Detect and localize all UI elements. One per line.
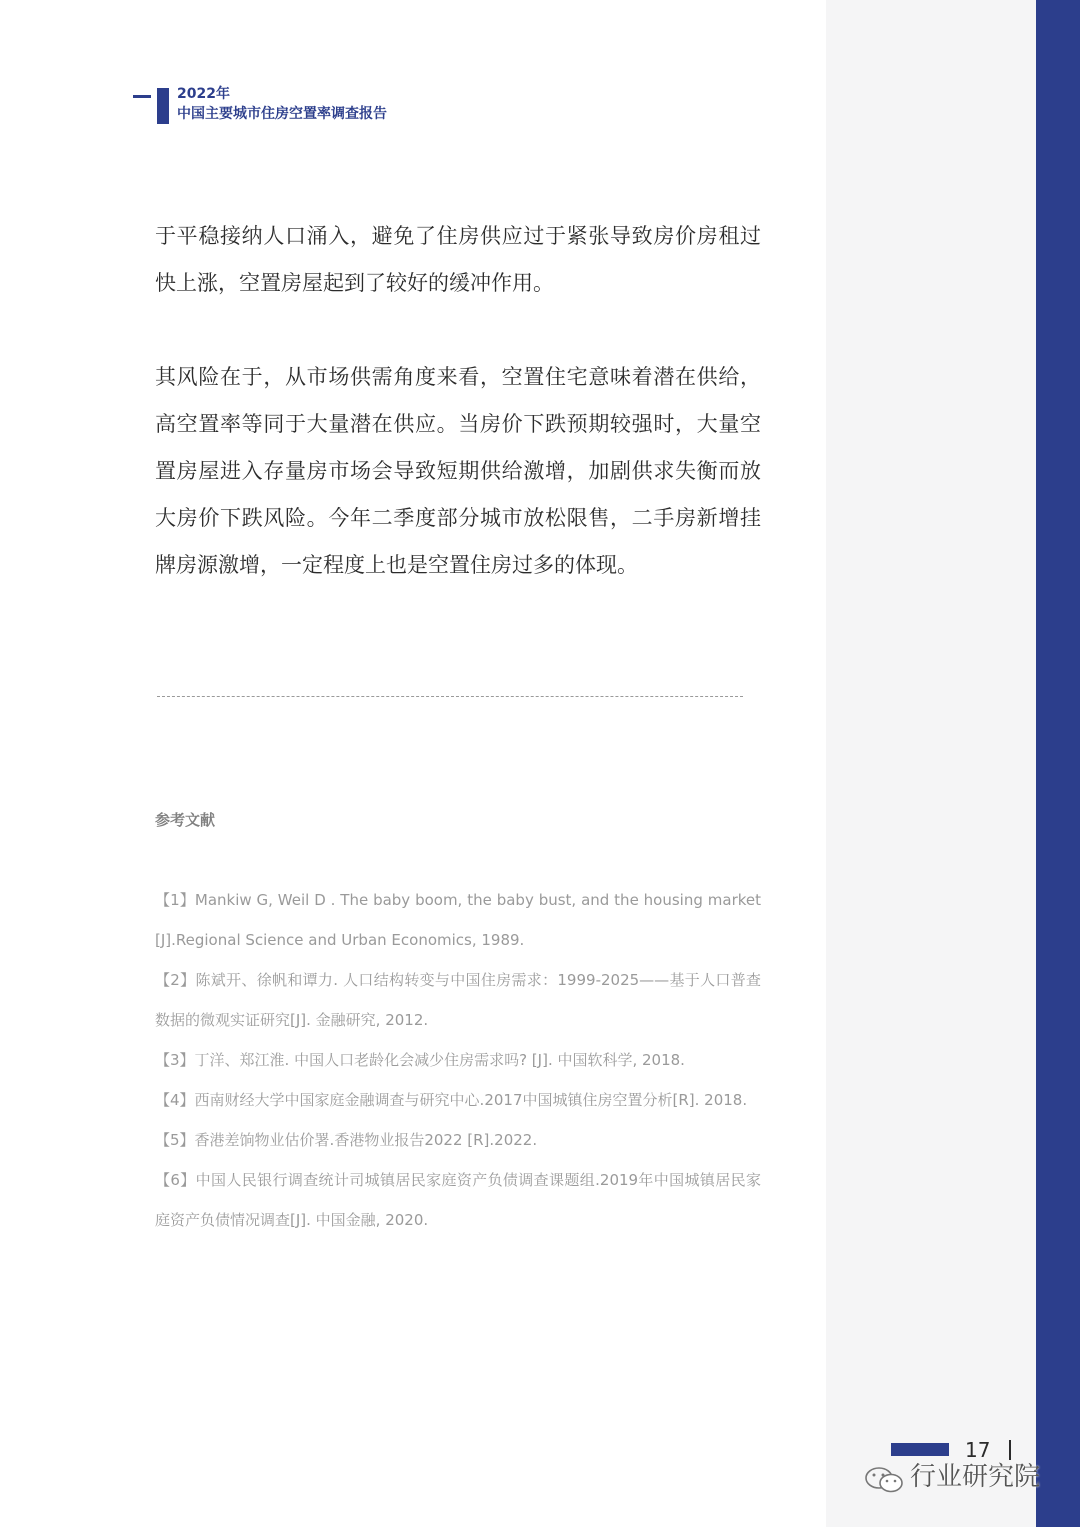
page-number: 17: [965, 1438, 991, 1462]
section-divider: [157, 696, 743, 697]
reference-item: 【4】西南财经大学中国家庭金融调查与研究中心.2017中国城镇住房空置分析[R]. 2018.: [155, 1091, 748, 1109]
report-title: 中国主要城市住房空置率调查报告: [177, 106, 387, 122]
reference-item: 【2】陈斌开、徐帆和谭力. 人口结构转变与中国住房需求：1999-2025——基于人口普查数据的微观实证研究[J]. 金融研究, 2012.: [155, 971, 761, 1029]
right-accent-bar: [1036, 0, 1080, 1527]
page-number-tick: [1009, 1440, 1011, 1460]
references-heading: 参考文献: [155, 811, 216, 829]
header-accent-block: [157, 88, 169, 124]
watermark-text: 行业研究院: [910, 1462, 1041, 1492]
header-dash: [133, 95, 151, 98]
reference-item: 【6】中国人民银行调查统计司城镇居民家庭资产负债调查课题组.2019年中国城镇居民家庭资产负债情况调查[J]. 中国金融, 2020.: [155, 1171, 761, 1229]
references-list: [155, 880, 761, 1240]
body-paragraph-1: 于平稳接纳人口涌入，避免了住房供应过于紧张导致房价房租过快上涨，空置房屋起到了较好的缓冲作用。: [155, 224, 761, 295]
reference-item: 【3】丁洋、郑江淮. 中国人口老龄化会减少住房需求吗? [J]. 中国软科学, 2018.: [155, 1051, 685, 1069]
wechat-icon: [864, 1466, 906, 1494]
body-paragraph-2: 其风险在于，从市场供需角度来看，空置住宅意味着潜在供给，高空置率等同于大量潜在供应。当房价下跌预期较强时，大量空置房屋进入存量房市场会导致短期供给激增，加剧供求失衡而放大房价下跌风险。今年二季度部分城市放松限售，二手房新增挂牌房源激增，一定程度上也是空置住房过多的体现。: [155, 365, 761, 577]
right-side-panel: [826, 0, 1036, 1527]
report-year: 2022年: [177, 86, 230, 102]
reference-item: 【1】Mankiw G, Weil D . The baby boom, the baby bust, and the housing market [J].Regional Science and Urban Economics, 1989.: [155, 891, 761, 949]
page-number-bar: [891, 1443, 949, 1456]
reference-item: 【5】香港差饷物业估价署.香港物业报告2022 [R].2022.: [155, 1131, 538, 1149]
